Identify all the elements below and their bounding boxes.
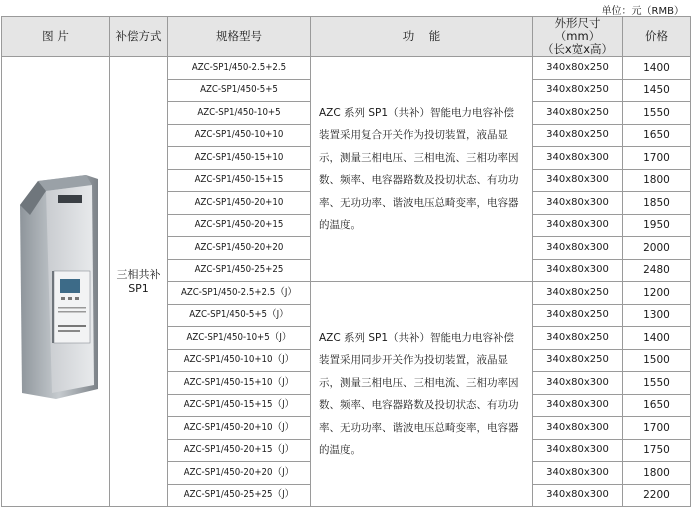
unit-label: 单位：元（RMB） bbox=[601, 6, 684, 17]
size-cell: 340x80x250 bbox=[533, 349, 623, 372]
function-description-composite-switch: AZC 系列 SP1（共补）智能电力电容补偿装置采用复合开关作为投切装置，液晶显示，测量三相电压、三相电流、三相功率因数、频率、电容器路数及投切状态、有功功率、无功功率、谐波电压总畸变率，电容器的温度。 bbox=[311, 57, 533, 282]
model-cell: AZC-SP1/450-25+25 bbox=[168, 259, 311, 282]
model-cell: AZC-SP1/450-20+15（J） bbox=[168, 439, 311, 462]
header-picture: 图 片 bbox=[2, 17, 110, 57]
model-cell: AZC-SP1/450-20+20 bbox=[168, 237, 311, 260]
price-cell: 1700 bbox=[623, 417, 691, 440]
size-cell: 340x80x250 bbox=[533, 124, 623, 147]
size-cell: 340x80x300 bbox=[533, 237, 623, 260]
model-cell: AZC-SP1/450-20+10（J） bbox=[168, 417, 311, 440]
price-cell: 1650 bbox=[623, 124, 691, 147]
size-cell: 340x80x250 bbox=[533, 79, 623, 102]
size-cell: 340x80x300 bbox=[533, 439, 623, 462]
size-cell: 340x80x250 bbox=[533, 57, 623, 80]
header-model: 规格型号 bbox=[168, 17, 311, 57]
size-cell: 340x80x250 bbox=[533, 327, 623, 350]
size-cell: 340x80x300 bbox=[533, 214, 623, 237]
model-cell: AZC-SP1/450-10+10 bbox=[168, 124, 311, 147]
price-cell: 1450 bbox=[623, 79, 691, 102]
model-cell: AZC-SP1/450-15+15 bbox=[168, 169, 311, 192]
model-cell: AZC-SP1/450-20+20（J） bbox=[168, 462, 311, 485]
price-cell: 1750 bbox=[623, 439, 691, 462]
header-price: 价格 bbox=[623, 17, 691, 57]
size-cell: 340x80x300 bbox=[533, 372, 623, 395]
price-cell: 1700 bbox=[623, 147, 691, 170]
size-cell: 340x80x300 bbox=[533, 147, 623, 170]
model-cell: AZC-SP1/450-10+5（J） bbox=[168, 327, 311, 350]
model-cell: AZC-SP1/450-20+10 bbox=[168, 192, 311, 215]
model-cell: AZC-SP1/450-2.5+2.5（J） bbox=[168, 282, 311, 305]
model-cell: AZC-SP1/450-10+10（J） bbox=[168, 349, 311, 372]
product-picture-cell bbox=[2, 57, 110, 507]
size-cell: 340x80x300 bbox=[533, 259, 623, 282]
price-cell: 1550 bbox=[623, 372, 691, 395]
size-cell: 340x80x300 bbox=[533, 192, 623, 215]
size-cell: 340x80x250 bbox=[533, 282, 623, 305]
price-cell: 2200 bbox=[623, 484, 691, 507]
price-cell: 1400 bbox=[623, 57, 691, 80]
price-cell: 1800 bbox=[623, 462, 691, 485]
compensation-mode-cell: 三相共补 SP1 bbox=[110, 57, 168, 507]
price-cell: 1300 bbox=[623, 304, 691, 327]
model-cell: AZC-SP1/450-25+25（J） bbox=[168, 484, 311, 507]
price-cell: 1650 bbox=[623, 394, 691, 417]
size-cell: 340x80x300 bbox=[533, 462, 623, 485]
price-cell: 1500 bbox=[623, 349, 691, 372]
size-cell: 340x80x300 bbox=[533, 394, 623, 417]
model-cell: AZC-SP1/450-10+5 bbox=[168, 102, 311, 125]
price-table bbox=[1, 16, 691, 507]
model-cell: AZC-SP1/450-5+5 bbox=[168, 79, 311, 102]
header-size: 外形尺寸（mm） （长x宽x高） bbox=[533, 17, 623, 57]
header-row bbox=[2, 17, 691, 57]
model-cell: AZC-SP1/450-15+15（J） bbox=[168, 394, 311, 417]
header-mode: 补偿方式 bbox=[110, 17, 168, 57]
price-cell: 1400 bbox=[623, 327, 691, 350]
price-cell: 2000 bbox=[623, 237, 691, 260]
size-cell: 340x80x250 bbox=[533, 102, 623, 125]
size-cell: 340x80x300 bbox=[533, 484, 623, 507]
price-cell: 2480 bbox=[623, 259, 691, 282]
price-cell: 1800 bbox=[623, 169, 691, 192]
price-cell: 1550 bbox=[623, 102, 691, 125]
function-description-sync-switch: AZC 系列 SP1（共补）智能电力电容补偿装置采用同步开关作为投切装置，液晶显示，测量三相电压、三相电流、三相功率因数、频率、电容器路数及投切状态、有功功率、无功功率、谐波电压总畸变率，电容器的温度。 bbox=[311, 282, 533, 507]
size-cell: 340x80x300 bbox=[533, 169, 623, 192]
capacitor-device-image bbox=[16, 175, 98, 399]
model-cell: AZC-SP1/450-15+10 bbox=[168, 147, 311, 170]
model-cell: AZC-SP1/450-15+10（J） bbox=[168, 372, 311, 395]
price-cell: 1950 bbox=[623, 214, 691, 237]
price-cell: 1850 bbox=[623, 192, 691, 215]
header-function: 功 能 bbox=[311, 17, 533, 57]
model-cell: AZC-SP1/450-2.5+2.5 bbox=[168, 57, 311, 80]
price-cell: 1200 bbox=[623, 282, 691, 305]
table-row bbox=[2, 57, 691, 80]
model-cell: AZC-SP1/450-5+5（J） bbox=[168, 304, 311, 327]
size-cell: 340x80x250 bbox=[533, 304, 623, 327]
model-cell: AZC-SP1/450-20+15 bbox=[168, 214, 311, 237]
size-cell: 340x80x300 bbox=[533, 417, 623, 440]
